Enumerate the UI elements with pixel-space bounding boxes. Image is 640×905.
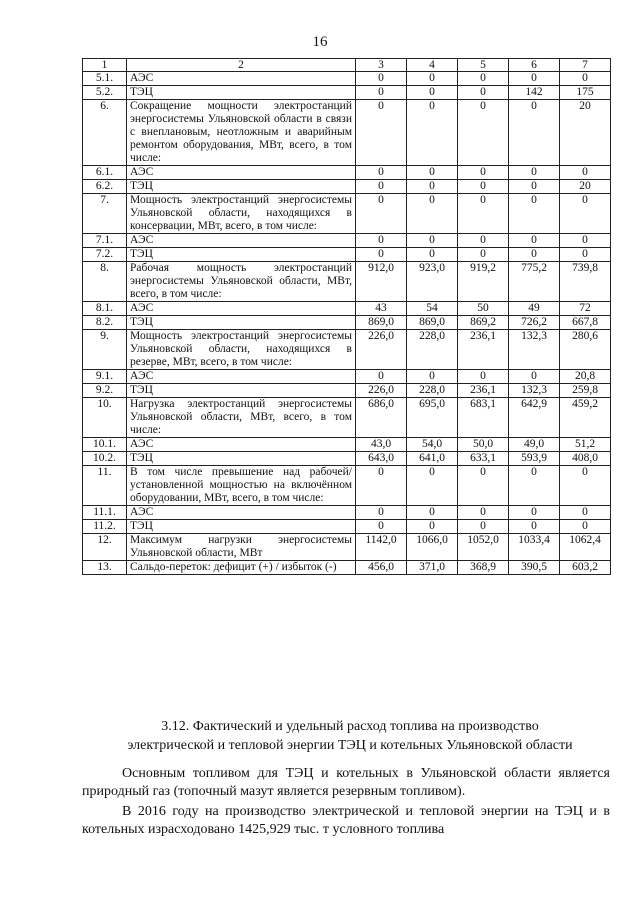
value-cell: 726,2	[509, 316, 560, 330]
value-cell: 1062,4	[560, 534, 611, 561]
value-cell: 0	[356, 506, 407, 520]
value-cell: 0	[407, 248, 458, 262]
value-cell: 236,1	[458, 384, 509, 398]
value-cell: 390,5	[509, 561, 560, 575]
row-number-cell: 5.2.	[83, 86, 127, 100]
value-cell: 1142,0	[356, 534, 407, 561]
value-cell: 0	[407, 234, 458, 248]
value-cell: 0	[356, 166, 407, 180]
header-cell: 7	[560, 59, 611, 72]
value-cell: 368,9	[458, 561, 509, 575]
row-number-cell: 7.	[83, 194, 127, 234]
value-cell: 0	[356, 234, 407, 248]
row-number-cell: 8.	[83, 262, 127, 302]
value-cell: 226,0	[356, 330, 407, 370]
value-cell: 869,0	[356, 316, 407, 330]
value-cell: 0	[458, 86, 509, 100]
value-cell: 0	[509, 466, 560, 506]
row-number-cell: 11.	[83, 466, 127, 506]
row-description-cell: ТЭЦ	[127, 180, 356, 194]
value-cell: 603,2	[560, 561, 611, 575]
value-cell: 0	[458, 466, 509, 506]
row-number-cell: 5.1.	[83, 72, 127, 86]
value-cell: 0	[356, 194, 407, 234]
value-cell: 0	[458, 370, 509, 384]
value-cell: 0	[458, 72, 509, 86]
table-row	[83, 316, 611, 330]
value-cell: 0	[356, 370, 407, 384]
value-cell: 0	[560, 466, 611, 506]
value-cell: 0	[560, 248, 611, 262]
header-cell: 2	[127, 59, 356, 72]
value-cell: 0	[509, 180, 560, 194]
value-cell: 869,0	[407, 316, 458, 330]
value-cell: 50,0	[458, 438, 509, 452]
row-description-cell: АЭС	[127, 234, 356, 248]
row-number-cell: 11.1.	[83, 506, 127, 520]
body-paragraph: Основным топливом для ТЭЦ и котельных в Ульяновской области является природный газ (топочный мазут является резервным топливом).	[82, 766, 610, 799]
table-row	[83, 384, 611, 398]
value-cell: 0	[560, 506, 611, 520]
table-row	[83, 180, 611, 194]
value-cell: 0	[458, 194, 509, 234]
value-cell: 0	[509, 72, 560, 86]
row-number-cell: 6.2.	[83, 180, 127, 194]
value-cell: 280,6	[560, 330, 611, 370]
row-number-cell: 10.1.	[83, 438, 127, 452]
row-description-cell: Нагрузка электростанций энергосистемы Ульяновской области, МВт, всего, в том числе:	[127, 398, 356, 438]
value-cell: 371,0	[407, 561, 458, 575]
value-cell: 0	[356, 180, 407, 194]
value-cell: 641,0	[407, 452, 458, 466]
row-description-cell: АЭС	[127, 370, 356, 384]
value-cell: 49,0	[509, 438, 560, 452]
section-heading-line: 3.12. Фактический и удельный расход топлива на производство	[161, 719, 539, 734]
value-cell: 0	[509, 100, 560, 166]
table-row	[83, 520, 611, 534]
table-row	[83, 438, 611, 452]
value-cell: 643,0	[356, 452, 407, 466]
power-balance-table	[82, 58, 611, 575]
value-cell: 0	[560, 234, 611, 248]
row-number-cell: 13.	[83, 561, 127, 575]
value-cell: 0	[407, 370, 458, 384]
row-number-cell: 9.2.	[83, 384, 127, 398]
value-cell: 0	[458, 234, 509, 248]
value-cell: 0	[356, 100, 407, 166]
value-cell: 0	[407, 180, 458, 194]
value-cell: 20	[560, 180, 611, 194]
value-cell: 43	[356, 302, 407, 316]
row-number-cell: 8.2.	[83, 316, 127, 330]
row-description-cell: Мощность электростанций энергосистемы Ульяновской области, находящихся в консервации, МВт, всего, в том числе:	[127, 194, 356, 234]
header-cell: 3	[356, 59, 407, 72]
value-cell: 683,1	[458, 398, 509, 438]
value-cell: 0	[356, 466, 407, 506]
body-paragraph: В 2016 году на производство электрической и тепловой энергии на ТЭЦ и в котельных израсходовано 1425,929 тыс. т условного топлива	[82, 804, 610, 837]
value-cell: 50	[458, 302, 509, 316]
value-cell: 869,2	[458, 316, 509, 330]
row-number-cell: 6.1.	[83, 166, 127, 180]
value-cell: 0	[458, 506, 509, 520]
table-row	[83, 330, 611, 370]
header-cell: 5	[458, 59, 509, 72]
value-cell: 0	[458, 100, 509, 166]
value-cell: 0	[407, 506, 458, 520]
value-cell: 0	[458, 248, 509, 262]
value-cell: 0	[407, 194, 458, 234]
value-cell: 0	[509, 520, 560, 534]
row-number-cell: 7.1.	[83, 234, 127, 248]
value-cell: 0	[560, 72, 611, 86]
section-heading	[80, 717, 620, 755]
value-cell: 775,2	[509, 262, 560, 302]
row-number-cell: 12.	[83, 534, 127, 561]
value-cell: 0	[458, 166, 509, 180]
table-row	[83, 100, 611, 166]
value-cell: 259,8	[560, 384, 611, 398]
value-cell: 49	[509, 302, 560, 316]
value-cell: 0	[458, 180, 509, 194]
value-cell: 226,0	[356, 384, 407, 398]
value-cell: 0	[560, 194, 611, 234]
value-cell: 175	[560, 86, 611, 100]
row-description-cell: Максимум нагрузки энергосистемы Ульяновской области, МВт	[127, 534, 356, 561]
value-cell: 593,9	[509, 452, 560, 466]
table-row	[83, 302, 611, 316]
value-cell: 0	[407, 166, 458, 180]
header-cell: 4	[407, 59, 458, 72]
value-cell: 132,3	[509, 384, 560, 398]
table-row	[83, 248, 611, 262]
value-cell: 0	[407, 100, 458, 166]
row-description-cell: АЭС	[127, 72, 356, 86]
value-cell: 0	[509, 194, 560, 234]
row-description-cell: ТЭЦ	[127, 316, 356, 330]
value-cell: 912,0	[356, 262, 407, 302]
value-cell: 0	[356, 86, 407, 100]
value-cell: 0	[356, 248, 407, 262]
value-cell: 54	[407, 302, 458, 316]
row-number-cell: 10.	[83, 398, 127, 438]
row-number-cell: 7.2.	[83, 248, 127, 262]
table-row	[83, 452, 611, 466]
row-number-cell: 9.1.	[83, 370, 127, 384]
value-cell: 228,0	[407, 384, 458, 398]
value-cell: 459,2	[560, 398, 611, 438]
table-header-row	[83, 59, 611, 72]
table-row	[83, 534, 611, 561]
row-description-cell: Сокращение мощности электростанций энергосистемы Ульяновской области в связи с внеплановым, неотложным и аварийным ремонтом оборудования, МВт, всего, в том числе:	[127, 100, 356, 166]
row-description-cell: Рабочая мощность электростанций энергосистемы Ульяновской области, МВт, всего, в том числе:	[127, 262, 356, 302]
table-row	[83, 166, 611, 180]
value-cell: 667,8	[560, 316, 611, 330]
value-cell: 54,0	[407, 438, 458, 452]
header-cell: 1	[83, 59, 127, 72]
value-cell: 923,0	[407, 262, 458, 302]
value-cell: 142	[509, 86, 560, 100]
row-description-cell: ТЭЦ	[127, 86, 356, 100]
table-row	[83, 561, 611, 575]
row-description-cell: АЭС	[127, 438, 356, 452]
table-row	[83, 506, 611, 520]
value-cell: 456,0	[356, 561, 407, 575]
value-cell: 408,0	[560, 452, 611, 466]
value-cell: 20	[560, 100, 611, 166]
table-row	[83, 398, 611, 438]
row-number-cell: 8.1.	[83, 302, 127, 316]
row-description-cell: В том числе превышение над рабочей/установленной мощностью на включённом оборудовании, МВт, всего, в том числе:	[127, 466, 356, 506]
value-cell: 0	[560, 166, 611, 180]
table-row	[83, 86, 611, 100]
value-cell: 236,1	[458, 330, 509, 370]
row-description-cell: ТЭЦ	[127, 248, 356, 262]
table-row	[83, 234, 611, 248]
value-cell: 43,0	[356, 438, 407, 452]
value-cell: 1066,0	[407, 534, 458, 561]
value-cell: 686,0	[356, 398, 407, 438]
row-description-cell: АЭС	[127, 302, 356, 316]
header-cell: 6	[509, 59, 560, 72]
value-cell: 642,9	[509, 398, 560, 438]
value-cell: 1033,4	[509, 534, 560, 561]
row-number-cell: 6.	[83, 100, 127, 166]
row-description-cell: Мощность электростанций энергосистемы Ульяновской области, находящихся в резерве, МВт, всего, в том числе:	[127, 330, 356, 370]
table-row	[83, 466, 611, 506]
row-description-cell: Сальдо-переток: дефицит (+) / избыток (-)	[127, 561, 356, 575]
value-cell: 0	[458, 520, 509, 534]
table-row	[83, 262, 611, 302]
value-cell: 228,0	[407, 330, 458, 370]
row-number-cell: 10.2.	[83, 452, 127, 466]
value-cell: 0	[509, 234, 560, 248]
page-number: 16	[312, 34, 328, 50]
row-description-cell: ТЭЦ	[127, 384, 356, 398]
table-row	[83, 370, 611, 384]
section-heading-line: электрической и тепловой энергии ТЭЦ и котельных Ульяновской области	[127, 738, 573, 753]
value-cell: 20,8	[560, 370, 611, 384]
row-description-cell: ТЭЦ	[127, 520, 356, 534]
table-row	[83, 194, 611, 234]
value-cell: 0	[407, 86, 458, 100]
value-cell: 0	[356, 520, 407, 534]
value-cell: 0	[407, 466, 458, 506]
value-cell: 695,0	[407, 398, 458, 438]
table-row	[83, 72, 611, 86]
value-cell: 0	[509, 166, 560, 180]
value-cell: 72	[560, 302, 611, 316]
row-number-cell: 11.2.	[83, 520, 127, 534]
row-description-cell: АЭС	[127, 506, 356, 520]
value-cell: 0	[509, 248, 560, 262]
value-cell: 919,2	[458, 262, 509, 302]
value-cell: 0	[509, 506, 560, 520]
row-description-cell: АЭС	[127, 166, 356, 180]
value-cell: 1052,0	[458, 534, 509, 561]
value-cell: 0	[356, 72, 407, 86]
row-description-cell: ТЭЦ	[127, 452, 356, 466]
value-cell: 0	[407, 520, 458, 534]
value-cell: 0	[509, 370, 560, 384]
value-cell: 51,2	[560, 438, 611, 452]
row-number-cell: 9.	[83, 330, 127, 370]
value-cell: 633,1	[458, 452, 509, 466]
value-cell: 0	[407, 72, 458, 86]
value-cell: 132,3	[509, 330, 560, 370]
value-cell: 0	[560, 520, 611, 534]
value-cell: 739,8	[560, 262, 611, 302]
